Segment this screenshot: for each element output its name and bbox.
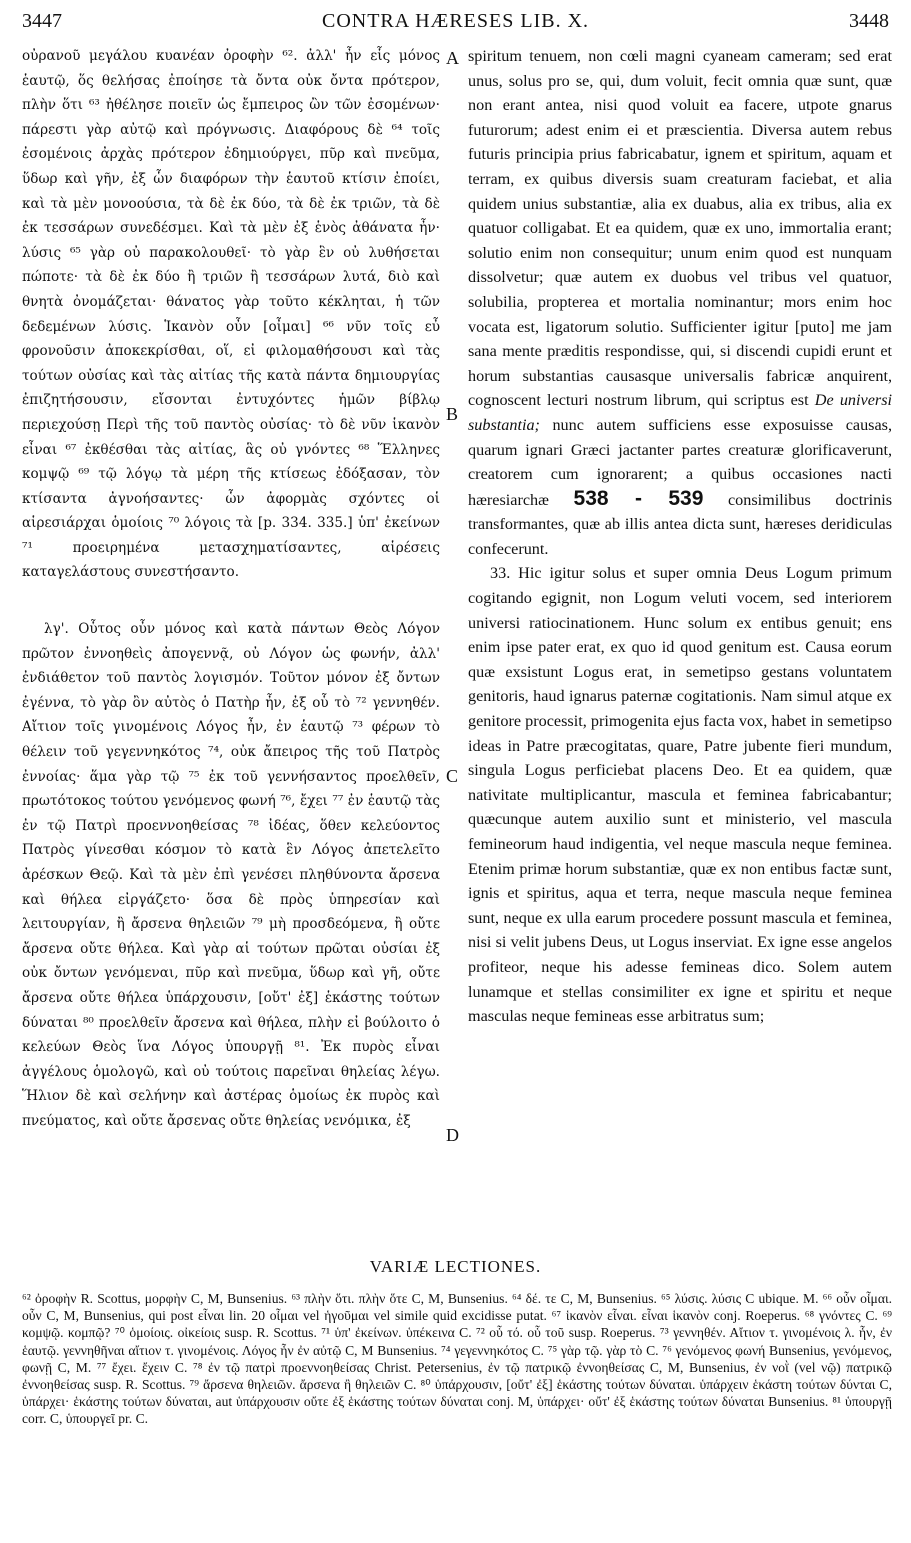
margin-letter: B xyxy=(446,404,459,424)
margin-letter: A xyxy=(446,48,459,68)
latin-text: spiritum tenuem, non cœli magni cyaneam cameram; sed erat unus, solus pro se, qui, dum voluit, fecit omnia quæ sunt, quæ non erant antea, nisi quod voluit ea facere, utpote gnarus futurorum; adest enim ei et præscientia. Diversa autem rebus futuris principia prius fabricabatur, ignem et spiritum, aquam et terram, ex quibus diversis suam creaturam faciebat, et alia quidem unius substantiæ, alia ex duabus, alia ex tribus, alia ex quatuor colligabat. Et ea quidem, quæ ex uno, immortalia erant; solutio enim non consequitur; unum enim quod est nunquam dissolvetur; quæ autem ex duobus vel tribus vel quatuor, solubilia, propterea et mortalia nominantur; mors enim hoc vocata est, ligatorum solutio. Sufficienter igitur [puto] me jam sana mente præditis respondisse, qui, si discendi cupidi erunt et horum substantias causasque universalis fabricæ anquirent, cognoscent lecturi nostrum librum, qui scriptus est xyxy=(468,47,892,410)
greek-column xyxy=(22,44,440,1244)
latin-paragraph: 33. Hic igitur solus et super omnia Deus Logum primum cogitando egignit, non Logum veluti vocem, sed interiorem universi ratiocinationem. Hunc solum ex entibus genuit; ens enim ipse pater erat, ex quo id quod genitum est. Causa eorum quæ exsistunt Logus erat, in semetipso gestans voluntatem genitoris, haud ignarus paternæ cogitationis. Nam simul atque ex genitore processit, primogenita ejus facta vox, habet in semetipso ideas in Patre præcogitatas, quare, Patre jubente fieri mundum, singula Logus perficiebat placens Deo. Et ea quidem, quæ nativitate multiplicantur, mascula et feminea fabricabantur; quæcunque autem auxilio sunt et ministerio, vel mascula femineorum haud indigentia, vel neque mascula neque feminea. Etenim primæ horum substantiæ, quæ ex non entibus factæ sunt, ignis et spiritus, aqua et terra, neque mascula neque feminea sunt, neque ex ulla earum procedere possunt mascula et feminea, nisi si velit jubens Deus, ut Logus inserviat. Ex igne esse angelos profiteor, neque his adesse femineas dico. Solem autem lunamque et stellas consimiliter ex igne et spiritu et neque masculas neque femineas esse arbitratus sum; xyxy=(468,564,892,1026)
running-title: CONTRA HÆRESES LIB. X. xyxy=(321,10,590,32)
page-number-right: 3448 xyxy=(849,10,889,32)
greek-paragraph: λγ'. Οὗτος οὖν μόνος καὶ κατὰ πάντων Θεὸς Λόγον πρῶτον ἐννοηθεὶς ἀπογεννᾷ, οὐ Λόγον ὡς φωνήν, ἀλλ' ἐνδιάθετον τοῦ παντὸς λογισμόν. Τοῦτον μόνον ἐξ ὄντων ἐγέννα, τὸ γὰρ ὂν αὐτὸς ὁ Πατὴρ ἦν, ἐξ οὗ τὸ ⁷² γεννηθέν. Αἴτιον τοῖς γινομένοις Λόγος ἦν, ἐν ἑαυτῷ ⁷³ φέρων τὸ θέλειν τοῦ γεγεννηκότος ⁷⁴, οὐκ ἄπειρος τῆς τοῦ Πατρὸς ἐννοίας· ἅμα γὰρ τῷ ⁷⁵ ἐκ τοῦ γεννήσαντος προελθεῖν, πρωτότοκος τούτου γενόμενος φωνή ⁷⁶, ἔχει ⁷⁷ ἐν ἑαυτῷ τὰς ἐν τῷ Πατρὶ προεννοηθείσας ⁷⁸ ἰδέας, ὅθεν κελεύοντος Πατρὸς γίνεσθαι κόσμον τὸ κατὰ ἓν Λόγος ἀπετελεῖτο ἀρέσκων Θεῷ. Καὶ τὰ μὲν ἐπὶ γενέσει πληθύνοντα ἄρσενα καὶ θήλεα εἰργάζετο· ὅσα δὲ πρὸς ὑπηρεσίαν καὶ λειτουργίαν, ἢ ἄρσενα θηλειῶν ⁷⁹ μὴ προσδεόμενα, ἢ οὔτε ἄρσενα οὔτε θήλεα. Καὶ γὰρ αἱ τούτων πρῶται οὐσίαι ἐξ οὐκ ὄντων γενόμεναι, πῦρ καὶ πνεῦμα, ὕδωρ καὶ γῆ, οὔτε ἄρσενα οὔτε θήλεα ὑπάρχουσιν, [οὔτ' ἐξ] ἑκάστης τούτων δύναται ⁸⁰ προελθεῖν ἄρσενα καὶ θήλεα, πλὴν εἰ βούλοιτο ὁ κελεύων Θεὸς ἵνα Λόγος ὑπουργῇ ⁸¹. Ἐκ πυρὸς εἶναι ἀγγέλους ὁμολογῶ, καὶ οὐ τούτοις παρεῖναι θηλείας λέγω. Ἥλιον δὲ καὶ σελήνην καὶ ἀστέρας ὁμοίως ἐκ πυρὸς καὶ πνεύματος, καὶ οὔτε ἄρσενας οὔτε θηλείας νενόμικα, ἐξ xyxy=(22,621,440,1129)
variae-lectiones-notes: ⁶² ὀροφὴν R. Scottus, μορφὴν C, M, Bunsenius. ⁶³ πλὴν ὅτι. πλὴν ὅτε C, M, Bunsenius. ⁶⁴ δέ. τε C, M, Bunsenius. ⁶⁵ λύσις. λύσις C ubique. M. ⁶⁶ οὖν οἶμαι. οὖν C, M, Bunsenius, qui post εἶναι lin. 20 οἶμαι vel ἡγοῦμαι vel simile quid excidisse putat. ⁶⁷ ἱκανὸν εἶναι. εἶναι ἱκανὸν conj. Roeperus. ⁶⁸ γνόντες C. ⁶⁹ κομψῷ. κομπῷ? ⁷⁰ ὁμοίοις. οἰκείοις susp. R. Scottus. ⁷¹ ὑπ' ἐκείνων. ὑπέκεινα C. ⁷² οὗ τό. οὗ τοῦ susp. Roeperus. ⁷³ γεννηθέν. Αἴτιον τ. γινομένοις λ. ἦν, ἐν ἑαυτῷ. γεννηθῆναι αἴτιον τ. γινομένοις. Λόγος ἦν ἐν αὐτῷ C, M Bunsenius. ⁷⁴ γεγεννηκότος C. ⁷⁵ γὰρ τῷ. γὰρ τὸ C. ⁷⁶ γενόμενος φωνή Bunsenius, γενόμενος, φωνῇ C, M. ⁷⁷ ἔχει. ἔχειν C. ⁷⁸ ἐν τῷ πατρὶ προεννοηθείσας Christ. Petersenius, ἐν τῷ πατρικῷ ἐννοηθείσας C, M, Bunsenius, ἐν νοῒ (vel νῷ) πατρικῷ ἐννοηθείσας susp. R. Scottus. ⁷⁹ ἄρσενα θηλειῶν. ἄρσενα ἢ θηλειῶν C. ⁸⁰ ὑπάρχουσιν, [οὔτ' ἐξ] ἑκάστης τούτων δύναται. ὑπάρχειν ἑκάστη τούτων δύνται C, ὑπάρχει· ἑκάστης τούτων δύναται, aut ὑπάρχουσιν οὔτε ἐξ ἑκάστης τούτων δύναται conj. M, ὑπάρχει· οὔτ' ἐξ ἑκάστης τούτων δύναται Bunsenius. ⁸¹ ὑπουργῇ corr. C, ὑπουργεῖ pr. C. xyxy=(22,1291,892,1427)
margin-letter: D xyxy=(446,1125,459,1145)
latin-text: nunc autem sufficiens esse exposuisse causas, quarum ignari Græci jactanter partes creaturæ glorificaverunt, creatorem cum ignorarent; a quibus occasiones nacti hæresiarchæ xyxy=(468,415,892,509)
variae-lectiones-title: VARIÆ LECTIONES. xyxy=(369,1257,542,1276)
greek-paragraph: οὐρανοῦ μεγάλου κυανέαν ὀροφὴν ⁶². ἀλλ' ἦν εἷς μόνος ἑαυτῷ, ὅς θελήσας ἐποίησε τὰ ὄντα οὐκ ὄντα πρότερον, πλὴν ὅτι ⁶³ ἠθέλησε ποιεῖν ὡς ἔμπειρος ὢν τῶν ἐσομένων· πάρεστι γὰρ αὐτῷ καὶ πρόγνωσις. Διαφόρους δὲ ⁶⁴ τοῖς ἐσομένοις ἀρχὰς πρότερον ἐδημιούργει, πῦρ καὶ πνεῦμα, ὕδωρ καὶ γῆν, ἐξ ὧν διαφόρων τὴν ἑαυτοῦ κτίσιν ἐποίει, καὶ τὰ μὲν μονοούσια, τὰ δὲ ἐκ δύο, τὰ δὲ ἐκ τριῶν, τὰ δὲ ἐκ τεσσάρων συνεδέσμει. Καὶ τὰ μὲν ἐξ ἑνὸς ἀθάνατα ἦν· λύσις ⁶⁵ γὰρ οὐ παρακολουθεῖ· τὸ γὰρ ἓν οὐ λυθήσεται πώποτε· τὰ δὲ ἐκ δύο ἢ τριῶν ἢ τεσσάρων λυτά, διὸ καὶ θνητὰ ὀνομάζεται· θάνατος γὰρ τοῦτο κέκληται, ἡ τῶν δεδεμένων λύσις. Ἱκανὸν οὖν [οἶμαι] ⁶⁶ νῦν τοῖς εὖ φρονοῦσιν ἀποκεκρίσθαι, οἵ, εἰ φιλομαθήσουσι καὶ τὰς τούτων οὐσίας καὶ τὰς αἰτίας τῆς κατὰ πάντα δημιουργίας ἐπιζητήσουσιν, εἴσονται ἐντυχόντες ἡμῶν βίβλῳ περιεχούσῃ Περὶ τῆς τοῦ παντὸς οὐσίας· τὸ δὲ νῦν ἱκανὸν εἶναι ⁶⁷ ἐκθέσθαι τὰς αἰτίας, ἃς οὐ γνόντες ⁶⁸ Ἕλληνες κομψῷ ⁶⁹ τῷ λόγῳ τὰ μέρη τῆς κτίσεως ἐδόξασαν, τὸν κτίσαντα ἀγνοήσαντες· ὧν ἀφορμὰς σχόντες οἱ αἱρεσιάρχαι ὁμοίοις ⁷⁰ λόγοις τὰ [p. 334. 335.] ὑπ' ἐκείνων ⁷¹ προειρημένα μετασχηματίσαντες, αἱρέσεις καταγελάστους συνεστήσαντο. xyxy=(22,48,440,581)
book-title: De universi substantia; xyxy=(468,391,892,434)
page-number-left: 3447 xyxy=(22,10,62,32)
running-header xyxy=(22,10,889,38)
latin-text: consimilibus doctrinis transformantes, quæ ab illis antea dicta sunt, hæreses deridiculas confecerunt. xyxy=(468,490,892,558)
latin-column xyxy=(468,44,892,1244)
migne-page-numbers: 538 - 539 xyxy=(573,486,704,510)
margin-letter: C xyxy=(446,766,459,786)
latin-paragraph xyxy=(468,44,892,561)
